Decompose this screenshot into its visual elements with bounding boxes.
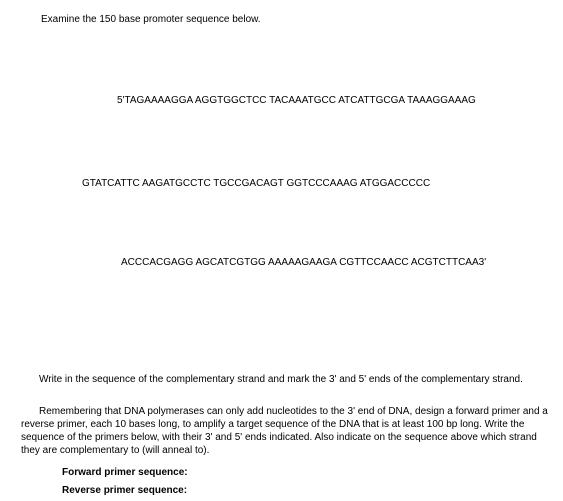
intro-text: Examine the 150 base promoter sequence below. xyxy=(41,14,261,25)
sequence-line-3: ACCCACGAGG AGCATCGTGG AAAAAGAAGA CGTTCCAACC ACGTCTTCAA3' xyxy=(121,257,487,268)
sequence-line-1: 5'TAGAAAAGGA AGGTGGCTCC TACAAATGCC ATCATTGCGA TAAAGGAAAG xyxy=(117,95,476,106)
reverse-primer-label: Reverse primer sequence: xyxy=(62,485,188,496)
instruction-complementary-strand: Write in the sequence of the complementary strand and mark the 3' and 5' ends of the complementary strand. xyxy=(39,374,523,385)
instruction-primer-design: Remembering that DNA polymerases can only add nucleotides to the 3' end of DNA, design a forward primer and a reverse primer, each 10 bases long, to amplify a target sequence of the DNA that is at least 100 bp long. Write the sequence of the primers below, with their 3' and 5' ends indicated. Also indicate on the sequence above which strand they are complementary to (will anneal to). xyxy=(21,406,548,456)
sequence-line-2: GTATCATTC AAGATGCCTC TGCCGACAGT GGTCCCAAAG ATGGACCCCC xyxy=(82,178,431,189)
forward-primer-label: Forward primer sequence: xyxy=(62,467,188,478)
